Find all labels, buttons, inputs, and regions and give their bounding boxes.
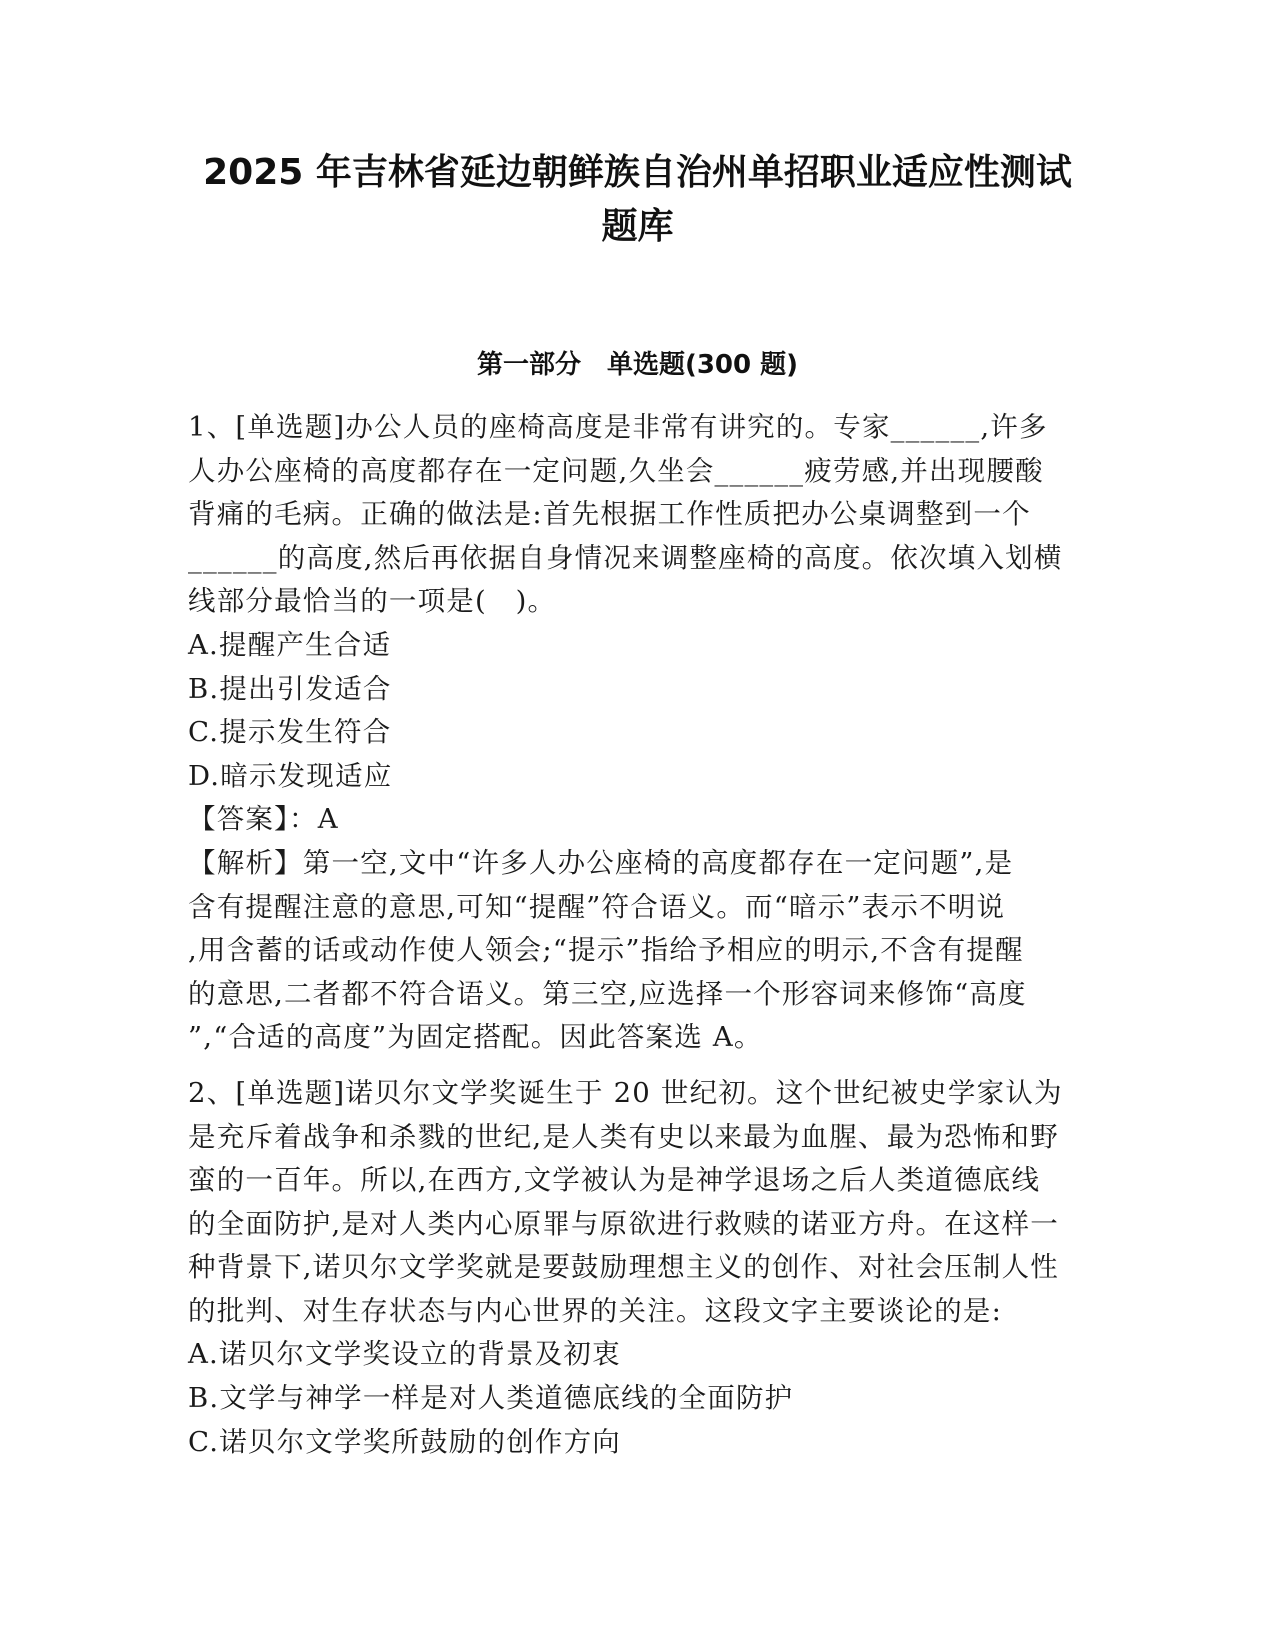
question-text-line: 线部分最恰当的一项是( )。 (188, 585, 557, 618)
option-c: C.诺贝尔文学奖所鼓励的创作方向 (188, 1425, 622, 1458)
question-text-line: 种背景下,诺贝尔文学奖就是要鼓励理想主义的创作、对社会压制人性 (188, 1251, 1059, 1284)
option-c: C.提示发生符合 (188, 716, 392, 749)
title-line-2: 题库 (601, 206, 674, 247)
question-text-line: 是充斥着战争和杀戮的世纪,是人类有史以来最为血腥、最为恐怖和野 (188, 1120, 1059, 1153)
question-text-line: 人办公座椅的高度都存在一定问题,久坐会______疲劳感,并出现腰酸 (188, 454, 1044, 487)
question-text-line: ______的高度,然后再依据自身情况来调整座椅的高度。依次填入划横 (188, 541, 1063, 574)
question-text-line: 的全面防护,是对人类内心原罪与原欲进行救赎的诺亚方舟。在这样一 (188, 1207, 1059, 1240)
question-text-line: 的批判、对生存状态与内心世界的关注。这段文字主要谈论的是: (188, 1294, 1003, 1327)
title-line-1: 2025 年吉林省延边朝鲜族自治州单招职业适应性测试 (203, 152, 1072, 193)
option-d: D.暗示发现适应 (188, 759, 393, 792)
question-text-line: 背痛的毛病。正确的做法是:首先根据工作性质把办公桌调整到一个 (188, 498, 1031, 531)
analysis-line: 含有提醒注意的意思,可知“提醒”符合语义。而“暗示”表示不明说 (188, 890, 1006, 923)
document-title (150, 146, 1125, 254)
analysis-line: 的意思,二者都不符合语义。第三空,应选择一个形容词来修饰“高度 (188, 977, 1027, 1010)
option-a: A.诺贝尔文学奖设立的背景及初衷 (188, 1338, 621, 1371)
question-list (188, 406, 1088, 1476)
question-text-line: 蛮的一百年。所以,在西方,文学被认为是神学退场之后人类道德底线 (188, 1164, 1041, 1197)
question-text-line: 1、[单选题]办公人员的座椅高度是非常有讲究的。专家______,许多 (188, 411, 1048, 443)
question-1 (188, 406, 1088, 1060)
option-b: B.提出引发适合 (188, 672, 392, 705)
answer-line: 【答案】：A (188, 803, 339, 836)
question-2 (188, 1072, 1088, 1464)
analysis-line: 【解析】第一空,文中“许多人办公座椅的高度都存在一定问题”,是 (188, 846, 1014, 879)
option-a: A.提醒产生合适 (188, 628, 392, 661)
analysis-line: ,用含蓄的话或动作使人领会;“提示”指给予相应的明示,不含有提醒 (188, 934, 1024, 967)
analysis-line: ”,“合适的高度”为固定搭配。因此答案选 A。 (188, 1021, 763, 1054)
option-b: B.文学与神学一样是对人类道德底线的全面防护 (188, 1382, 794, 1415)
section-heading: 第一部分 单选题(300 题) (476, 350, 799, 380)
question-text-line: 2、[单选题]诺贝尔文学奖诞生于 20 世纪初。这个世纪被史学家认为 (188, 1076, 1063, 1109)
